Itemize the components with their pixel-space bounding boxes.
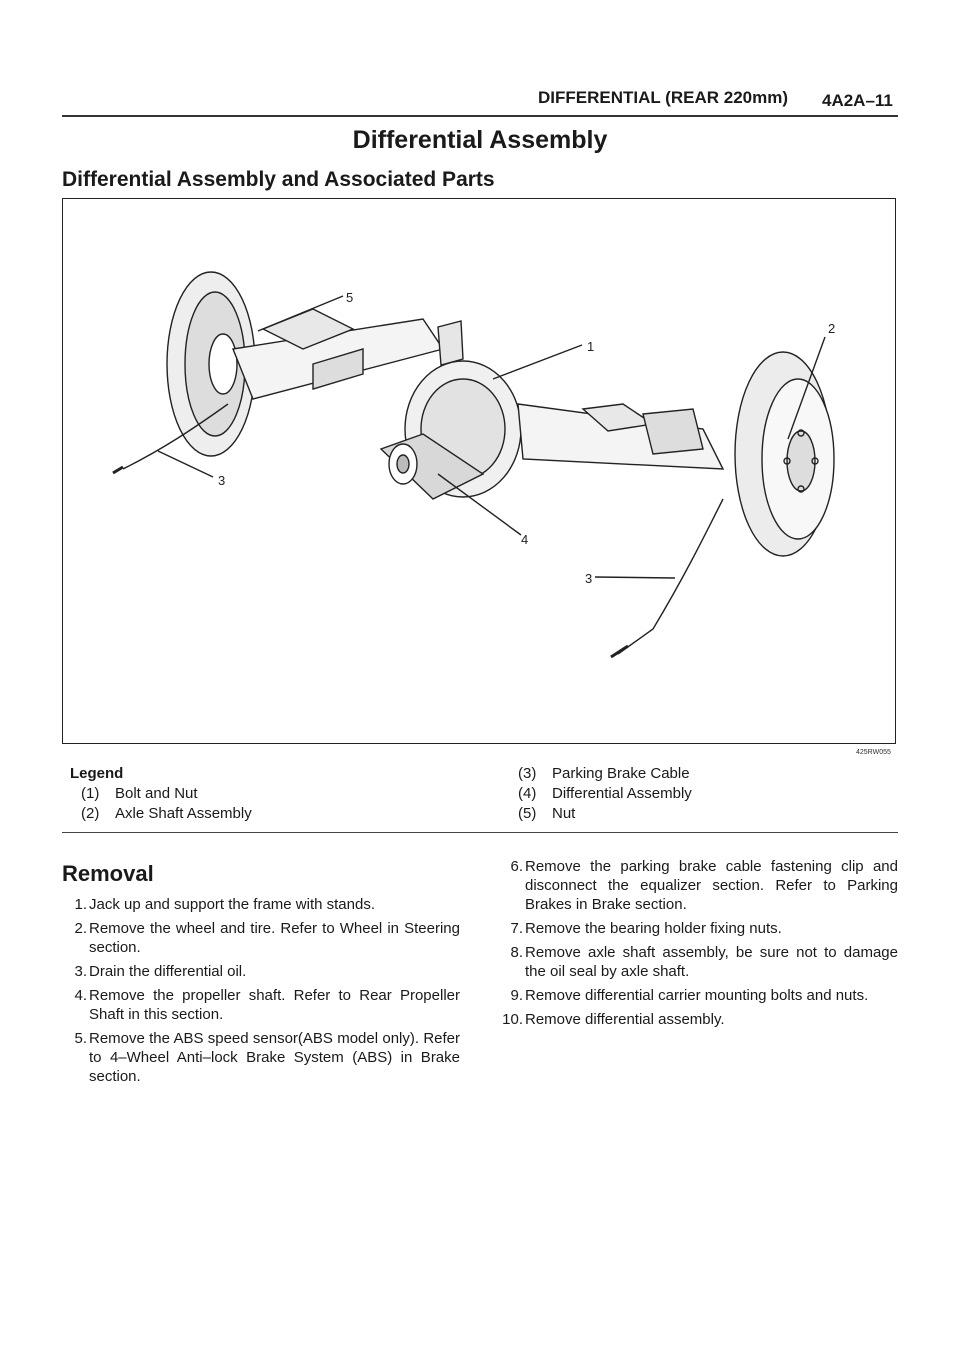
removal-heading: Removal xyxy=(62,861,154,886)
axle-illustration xyxy=(62,198,896,744)
step-number: 6. xyxy=(510,858,523,875)
callout-1: 1 xyxy=(587,339,595,354)
legend-text: Nut xyxy=(552,805,576,822)
step-number: 10. xyxy=(502,1011,523,1028)
page-number: 4A2A–11 xyxy=(822,91,893,110)
callout-2: 2 xyxy=(828,321,836,336)
step-text: Remove the ABS speed sensor(ABS model only). Refer to 4–Wheel Anti–lock Brake System (ABS) in Brake section. xyxy=(89,1030,460,1085)
legend-item xyxy=(518,785,692,802)
step-text: Remove the bearing holder fixing nuts. xyxy=(525,920,782,937)
step-item xyxy=(62,962,460,981)
step-item xyxy=(498,943,898,981)
legend-num: (5) xyxy=(518,805,537,822)
figure-id: 425RW055 xyxy=(856,749,891,756)
step-number: 8. xyxy=(510,944,523,961)
step-text: Remove the propeller shaft. Refer to Rear Propeller Shaft in this section. xyxy=(89,987,460,1023)
legend-item xyxy=(518,805,575,822)
step-text: Remove differential carrier mounting bolts and nuts. xyxy=(525,987,869,1004)
legend-num: (1) xyxy=(81,785,100,802)
step-number: 7. xyxy=(510,920,523,937)
step-item xyxy=(498,986,898,1005)
callout-4: 4 xyxy=(521,532,529,547)
step-text: Jack up and support the frame with stands. xyxy=(89,896,375,913)
step-number: 5. xyxy=(74,1030,87,1047)
legend-num: (3) xyxy=(518,765,537,782)
step-text: Remove axle shaft assembly, be sure not to damage the oil seal by axle shaft. xyxy=(525,944,898,980)
legend-text: Axle Shaft Assembly xyxy=(115,805,252,822)
step-item xyxy=(498,919,898,938)
legend-item xyxy=(81,805,252,822)
step-item xyxy=(62,1029,460,1086)
legend-item xyxy=(518,765,690,782)
step-item xyxy=(62,986,460,1024)
page-title: Differential Assembly xyxy=(352,126,608,154)
legend-text: Parking Brake Cable xyxy=(552,765,690,782)
callout-3-right: 3 xyxy=(585,571,593,586)
step-item xyxy=(62,895,460,914)
step-text: Remove differential assembly. xyxy=(525,1011,725,1028)
step-item xyxy=(498,1010,898,1029)
legend-text: Differential Assembly xyxy=(552,785,692,802)
running-header-section: DIFFERENTIAL (REAR 220mm) xyxy=(538,88,788,107)
legend-text: Bolt and Nut xyxy=(115,785,198,802)
step-number: 9. xyxy=(510,987,523,1004)
step-text: Remove the parking brake cable fastening clip and disconnect the equalizer section. Refer to Parking Brakes in Brake section. xyxy=(525,858,898,913)
step-number: 3. xyxy=(74,963,87,980)
step-number: 1. xyxy=(74,896,87,913)
legend-title: Legend xyxy=(70,765,124,782)
step-text: Drain the differential oil. xyxy=(89,963,247,980)
removal-steps-right xyxy=(498,857,898,1034)
legend-rule xyxy=(62,832,898,833)
legend-num: (4) xyxy=(518,785,537,802)
legend-item xyxy=(81,785,198,802)
header-rule xyxy=(62,115,898,117)
step-text: Remove the wheel and tire. Refer to Wheel in Steering section. xyxy=(89,920,460,956)
callout-3-left: 3 xyxy=(218,473,226,488)
step-number: 2. xyxy=(74,920,87,937)
step-item xyxy=(62,919,460,957)
step-item xyxy=(498,857,898,914)
removal-steps-left xyxy=(62,895,460,1091)
section-subtitle: Differential Assembly and Associated Parts xyxy=(62,168,495,191)
step-number: 4. xyxy=(74,987,87,1004)
callout-5: 5 xyxy=(346,290,354,305)
axle-drawing xyxy=(63,199,897,745)
legend-num: (2) xyxy=(81,805,100,822)
